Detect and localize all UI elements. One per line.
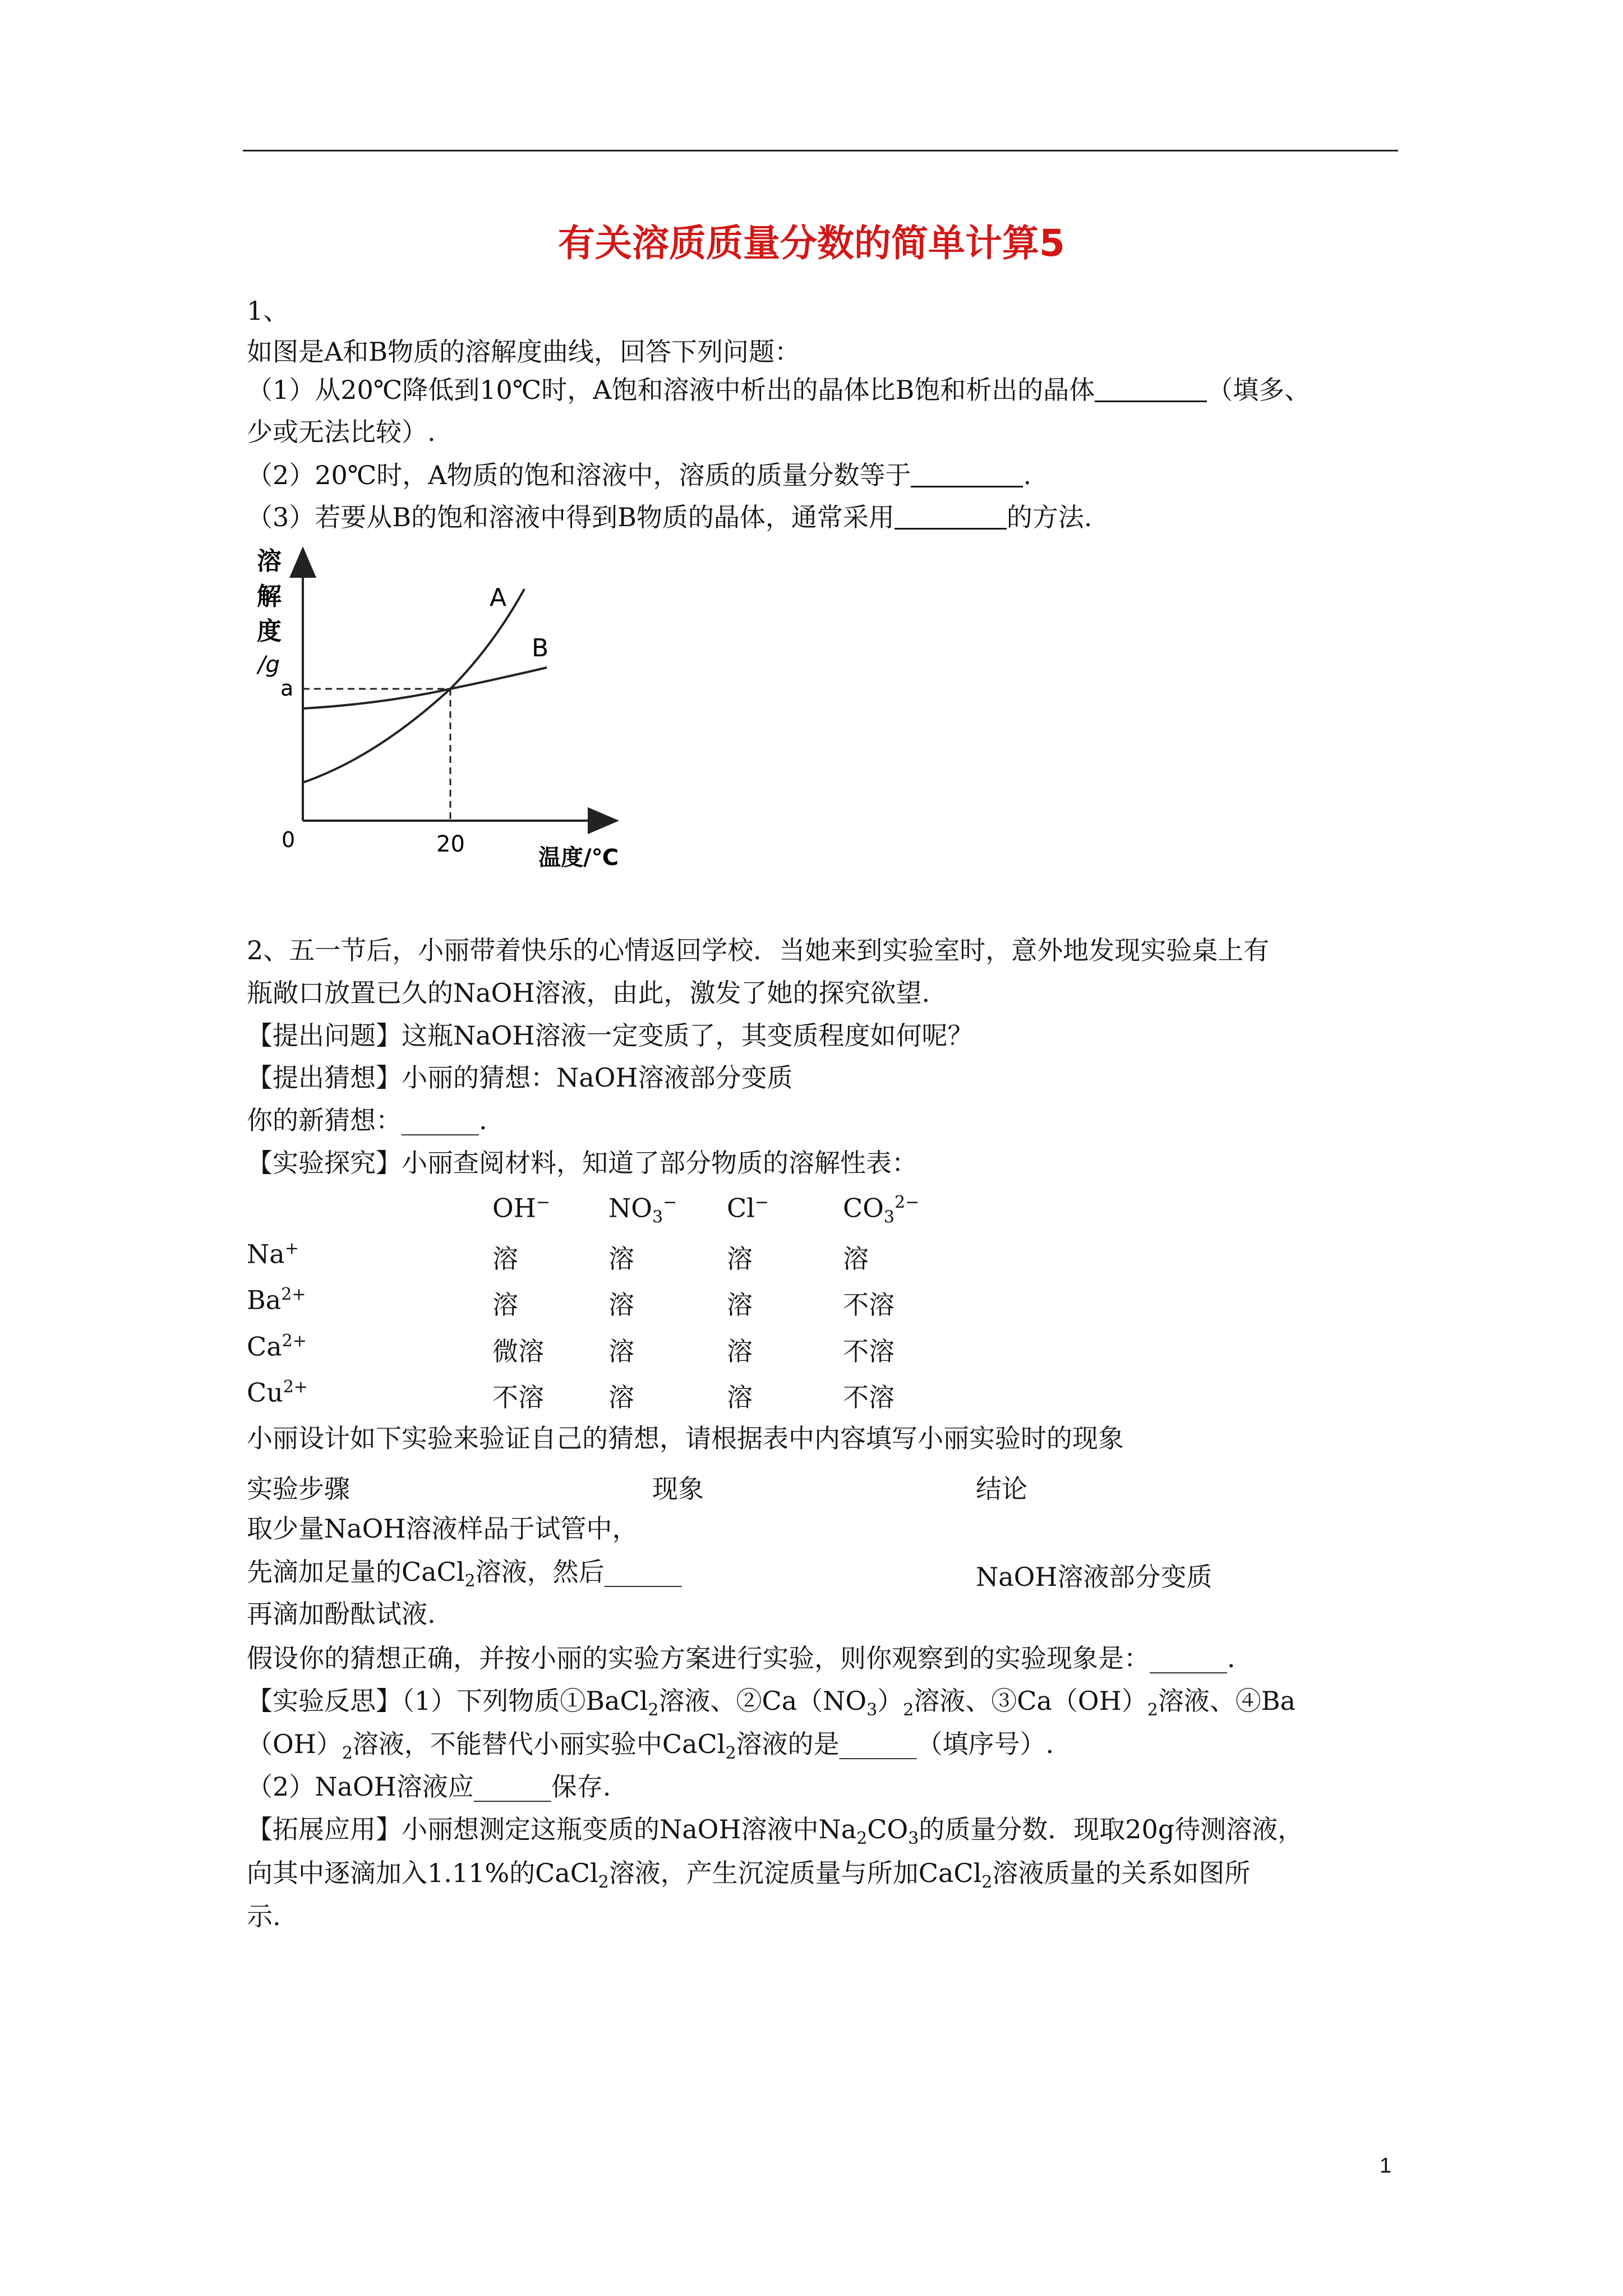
exp-conclusion: NaOH溶液部分变质 [976,1562,1212,1592]
header-rule [243,150,1398,151]
table-header-cell: $NO_3^-$ [608,1193,677,1227]
y-label-1: 溶 [257,547,282,576]
reflection-line-2: $(OH)_2$溶液，不能替代小丽实验中CaCl$_2$溶液的是______（填序号）. [247,1729,1054,1764]
table-cell: 溶 [608,1336,634,1366]
table-header-cell: Cl− [727,1193,769,1223]
y-label-2: 解 [257,582,282,611]
extension-line-2: 向其中逐滴加入1.11%的CaCl$_2$溶液，产生沉淀质量与所加CaCl$_2$溶液质量的关系如图所 [247,1858,1251,1893]
table-cell: 溶 [727,1382,753,1412]
q1-number: 1、 [247,296,289,326]
q1-part2 [247,460,1031,491]
q1-part2-tail: . [1023,460,1032,490]
y-label-4: /g [258,652,280,678]
answer-blank[interactable] [911,461,1023,487]
curve-b-label: B [532,634,549,662]
answer-blank[interactable] [1095,376,1207,402]
exp-step-1: 取少量NaOH溶液样品于试管中， [247,1513,638,1544]
table-header-cell: $CO_3^{2-}$ [843,1193,920,1227]
q2-line-1: 2、五一节后，小丽带着快乐的心情返回学校．当她来到实验室时，意外地发现实验桌上有 [247,935,1270,965]
table-cell: 微溶 [492,1336,544,1366]
table-cell: 溶 [843,1244,869,1274]
q1-part3 [247,502,1092,533]
exp-header-steps: 实验步骤 [247,1474,350,1504]
table-cell: 溶 [608,1244,634,1274]
reflection-line-3: （2）NaOH溶液应______保存. [247,1772,611,1802]
exp-step-2-text: 先滴加足量的CaCl [247,1557,465,1587]
q1-part3-tail: 的方法. [1006,502,1092,532]
table-row-ion: $Cu^{2+}$ [247,1377,308,1408]
exp-step-2-blank[interactable]: 溶液，然后______ [475,1557,682,1587]
q1-part1-cont: 少或无法比较）. [247,417,436,447]
q1-intro: 如图是A和B物质的溶解度曲线，回答下列问题： [247,337,801,367]
table-row-ion: Na+ [247,1239,299,1269]
page-title: 有关溶质质量分数的简单计算5 [558,222,1065,265]
table-header-cell: OH− [492,1193,550,1223]
reflection-line-1: 【实验反思】（1）下列物质①BaCl$_2$溶液、$②Ca(NO_3)_2$溶液、$③Ca(OH)_2$溶液、④Ba [247,1686,1296,1720]
q2-hypothesis: 【提出猜想】小丽的猜想：NaOH溶液部分变质 [247,1062,793,1093]
extension-line-1: 【拓展应用】小丽想测定这瓶变质的NaOH溶液中$Na_2CO_3$的质量分数．现取20g待测溶液， [247,1814,1304,1849]
q2-line-2: 瓶敞口放置已久的NaOH溶液，由此，激发了她的探究欲望. [247,978,930,1008]
table-cell: 溶 [727,1244,753,1274]
table-cell: 不溶 [843,1382,895,1412]
exp-header-conclusion: 结论 [976,1474,1027,1504]
curve-a-label: A [490,583,507,612]
q1-part2-text: （2）20℃时，A物质的饱和溶液中，溶质的质量分数等于 [247,460,911,490]
table-cell: 溶 [727,1336,753,1366]
tick-label-a: a [280,676,294,701]
table-cell: 溶 [492,1290,518,1320]
table-cell: 不溶 [843,1290,895,1320]
observation-line: 假设你的猜想正确，并按小丽的实验方案进行实验，则你观察到的实验现象是：______. [247,1643,1235,1673]
table-cell: 溶 [608,1290,634,1320]
q1-part1-tail: （填多、 [1207,375,1311,405]
table-row-ion: $Ca^{2+}$ [247,1331,307,1362]
exp-header-phenomenon: 现象 [652,1474,704,1504]
table-cell: 溶 [492,1244,518,1274]
q2-question: 【提出问题】这瓶NaOH溶液一定变质了，其变质程度如何呢？ [247,1020,974,1051]
q1-part1-text: （1）从20℃降低到10℃时，A饱和溶液中析出的晶体比B饱和析出的晶体 [247,375,1095,405]
answer-blank[interactable] [895,503,1007,530]
origin-label: 0 [282,827,296,852]
table-cell: 溶 [608,1382,634,1412]
q2-new-hypothesis: 你的新猜想：______. [247,1105,487,1135]
x-axis-label: 温度/℃ [538,845,619,871]
solubility-graph [247,544,628,881]
y-label-3: 度 [257,617,282,646]
table-row-ion: $Ba^{2+}$ [247,1285,306,1315]
curve-a [303,589,524,783]
subscript: 2 [464,1571,476,1591]
q2-experiment: 【实验探究】小丽查阅材料，知道了部分物质的溶解性表： [247,1148,917,1178]
exp-intro: 小丽设计如下实验来验证自己的猜想，请根据表中内容填写小丽实验时的现象 [247,1423,1124,1453]
q1-part3-text: （3）若要从B的饱和溶液中得到B物质的晶体，通常采用 [247,502,895,532]
table-cell: 不溶 [492,1382,544,1412]
table-cell: 不溶 [843,1336,895,1366]
page-number: 1 [1380,2154,1392,2178]
exp-step-3: 再滴加酚酞试液. [247,1599,436,1629]
exp-step-2 [247,1557,682,1591]
q1-part1 [247,375,1310,406]
tick-label-20: 20 [436,831,465,857]
table-cell: 溶 [727,1290,753,1320]
extension-line-3: 示. [247,1901,281,1931]
